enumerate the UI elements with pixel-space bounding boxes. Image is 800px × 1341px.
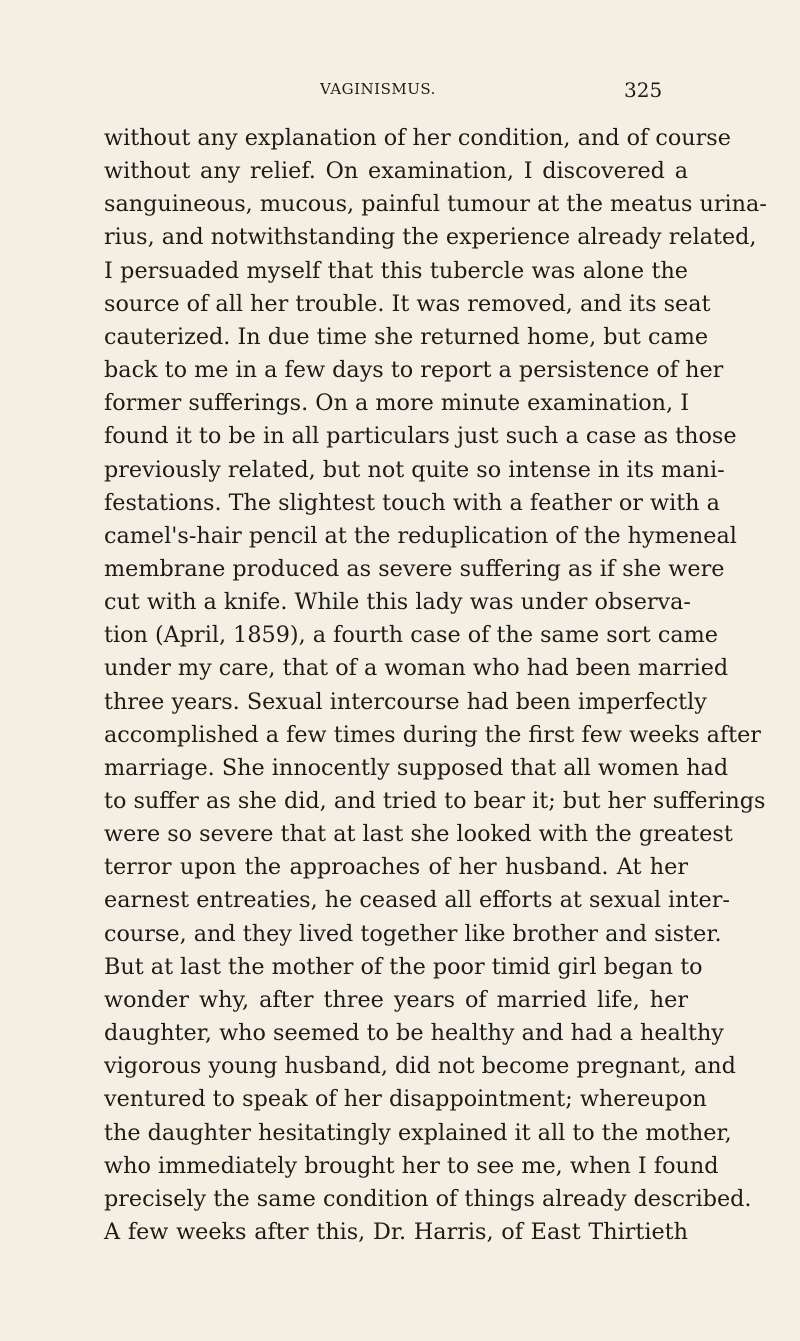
text-line: festations. The slightest touch with a feather or with a [104, 489, 720, 516]
text-line: terror upon the approaches of her husband. At her [104, 854, 688, 881]
text-line: earnest entreaties, he ceased all efforts at sexual inter- [104, 887, 730, 914]
text-line: back to me in a few days to report a persistence of her [104, 357, 724, 384]
text-line: vigorous young husband, did not become pregnant, and [104, 1053, 736, 1080]
text-line: former sufferings. On a more minute examination, I [104, 390, 689, 417]
text-line: previously related, but not quite so intense in its mani- [104, 456, 725, 483]
text-line: precisely the same condition of things already described. [104, 1185, 752, 1212]
text-line: sanguineous, mucous, painful tumour at the meatus urina- [104, 191, 767, 218]
text-line: found it to be in all particulars just such a case as those [104, 423, 737, 450]
text-line: rius, and notwithstanding the experience already related, [104, 224, 757, 251]
text-line: who immediately brought her to see me, when I found [104, 1152, 719, 1179]
page-number: 325 [624, 78, 663, 102]
text-line: marriage. She innocently supposed that all women had [104, 754, 729, 781]
text-line: were so severe that at last she looked with the greatest [104, 821, 733, 848]
text-line: without any explanation of her condition, and of course [104, 125, 731, 151]
running-head [0, 74, 800, 108]
text-line: cut with a knife. While this lady was under observa- [104, 589, 691, 616]
text-line: ventured to speak of her disappointment; whereupon [104, 1086, 707, 1113]
text-line: A few weeks after this, Dr. Harris, of East Thirtieth [104, 1218, 688, 1245]
running-head-title: VAGINISMUS. [320, 80, 436, 98]
text-line: course, and they lived together like brother and sister. [104, 920, 722, 947]
text-line: camel's-hair pencil at the reduplication of the hymeneal [104, 522, 737, 549]
text-line: daughter, who seemed to be healthy and had a healthy [104, 1020, 724, 1047]
text-line: wonder why, after three years of married life, her [104, 986, 688, 1013]
text-line: cauterized. In due time she returned home, but came [104, 323, 709, 350]
text-line: tion (April, 1859), a fourth case of the same sort came [104, 622, 718, 649]
text-line: I persuaded myself that this tubercle was alone the [104, 257, 688, 284]
text-line: membrane produced as severe suffering as if she were [104, 555, 725, 582]
text-line: to suffer as she did, and tried to bear it; but her sufferings [104, 788, 766, 814]
text-line: without any relief. On examination, I discovered a [104, 158, 688, 185]
text-line: source of all her trouble. It was removed, and its seat [104, 290, 711, 317]
text-line: the daughter hesitatingly explained it all to the mother, [104, 1119, 732, 1146]
text-line: three years. Sexual intercourse had been imperfectly [104, 688, 707, 715]
text-line: under my care, that of a woman who had been married [104, 655, 729, 682]
text-line: But at last the mother of the poor timid girl began to [104, 953, 703, 980]
text-line: accomplished a few times during the first few weeks after [104, 721, 761, 748]
